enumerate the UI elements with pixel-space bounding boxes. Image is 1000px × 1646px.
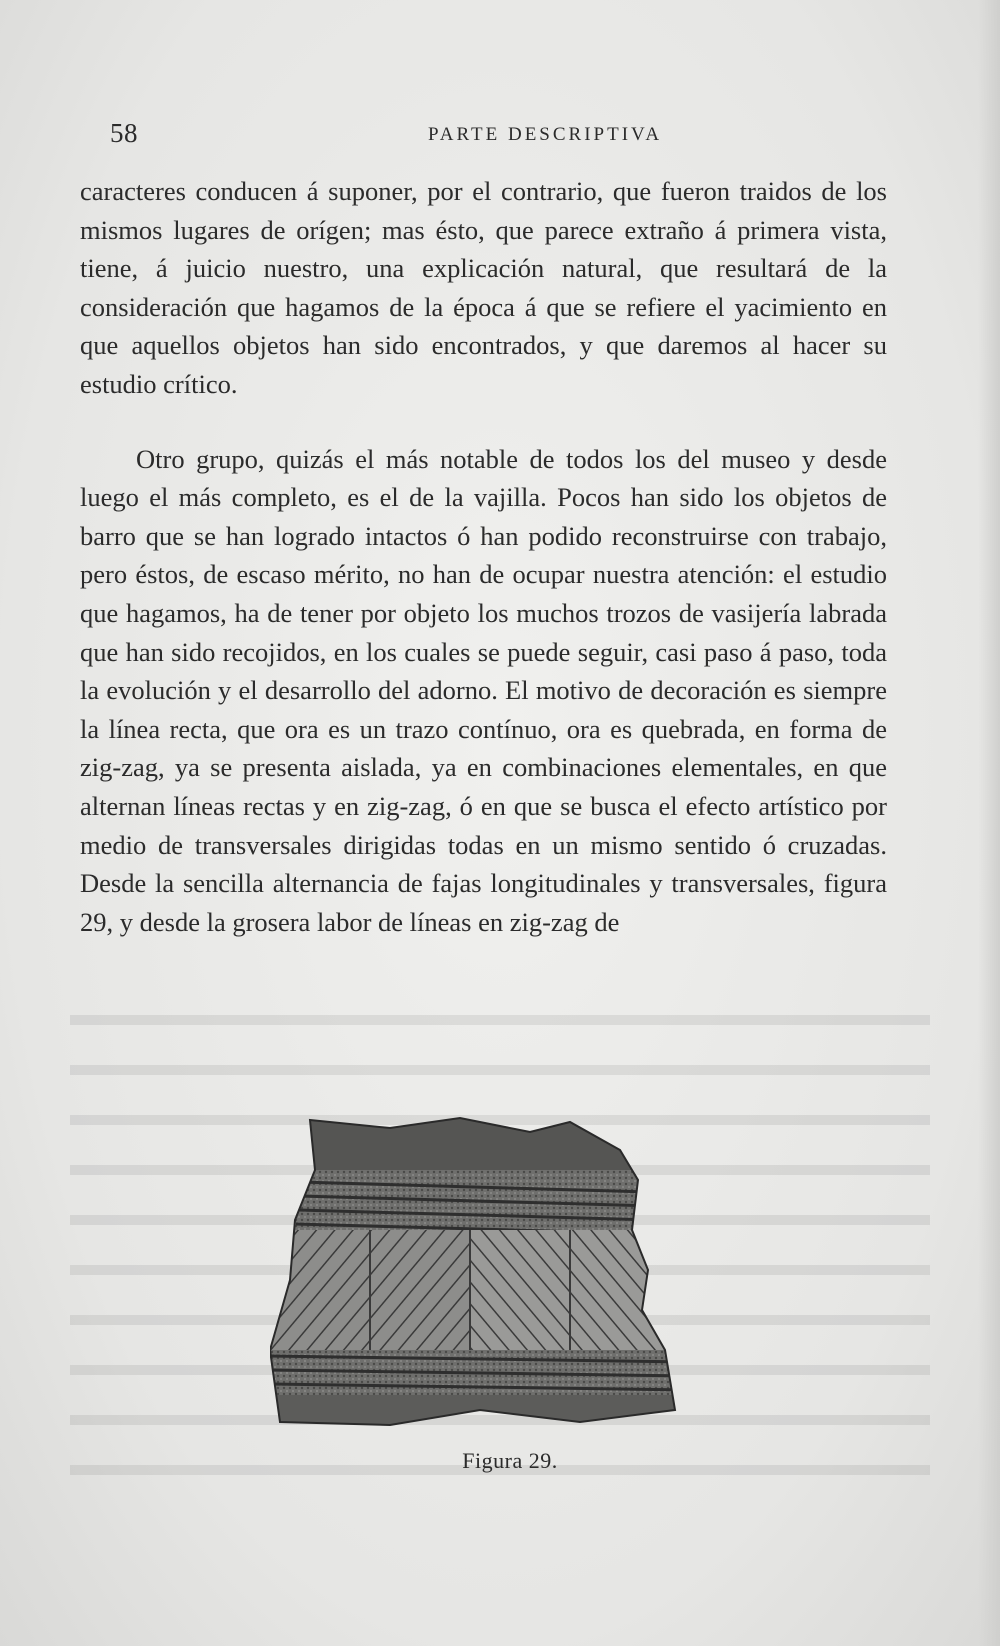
- paragraph-1: caracteres conducen á suponer, por el contrario, que fueron traidos de los mismos lugares de orígen; mas ésto, que parece extraño á primera vista, tiene, á juicio nuestro, una explicación natural, que resultará de la consideración que hagamos de la época á que se refiere el yacimiento en que aquellos objetos han sido encontrados, y que daremos al hacer su estudio crítico.: [80, 176, 887, 399]
- figure-caption: Figura 29.: [462, 1448, 558, 1473]
- figure-illustration: [270, 1110, 690, 1430]
- paragraph-2: Otro grupo, quizás el más notable de todos los del museo y desde luego el más completo, es el de la vajilla. Pocos han sido los objetos de barro que se han logrado intactos ó han podido reconstruirse con trabajo, pero éstos, de escaso mérito, no han de ocupar nuestra atención: el estudio que hagamos, ha de tener por objeto los muchos trozos de vasijería labrada que han sido recojidos, en los cuales se puede seguir, casi paso á paso, toda la evolución y el desarrollo del adorno. El motivo de decoración es siempre la línea recta, que ora es un trazo contínuo, ora es quebrada, en forma de zig-zag, ya se presenta aislada, ya en combinaciones elementales, en que alternan líneas rectas y en zig-zag, ó en que se busca el efecto artístico por medio de transversales dirigidas todas en un mismo sentido ó cruzadas. Desde la sencilla alternancia de fajas longitudinales y transversales, figura 29, y desde la grosera labor de líneas en zig-zag de: [80, 443, 887, 937]
- page-header: [110, 118, 890, 158]
- body-text: [80, 172, 887, 941]
- page-number: 58: [110, 118, 138, 148]
- running-title: PARTE DESCRIPTIVA: [427, 124, 663, 145]
- pottery-sherd-illustration: [270, 1110, 690, 1430]
